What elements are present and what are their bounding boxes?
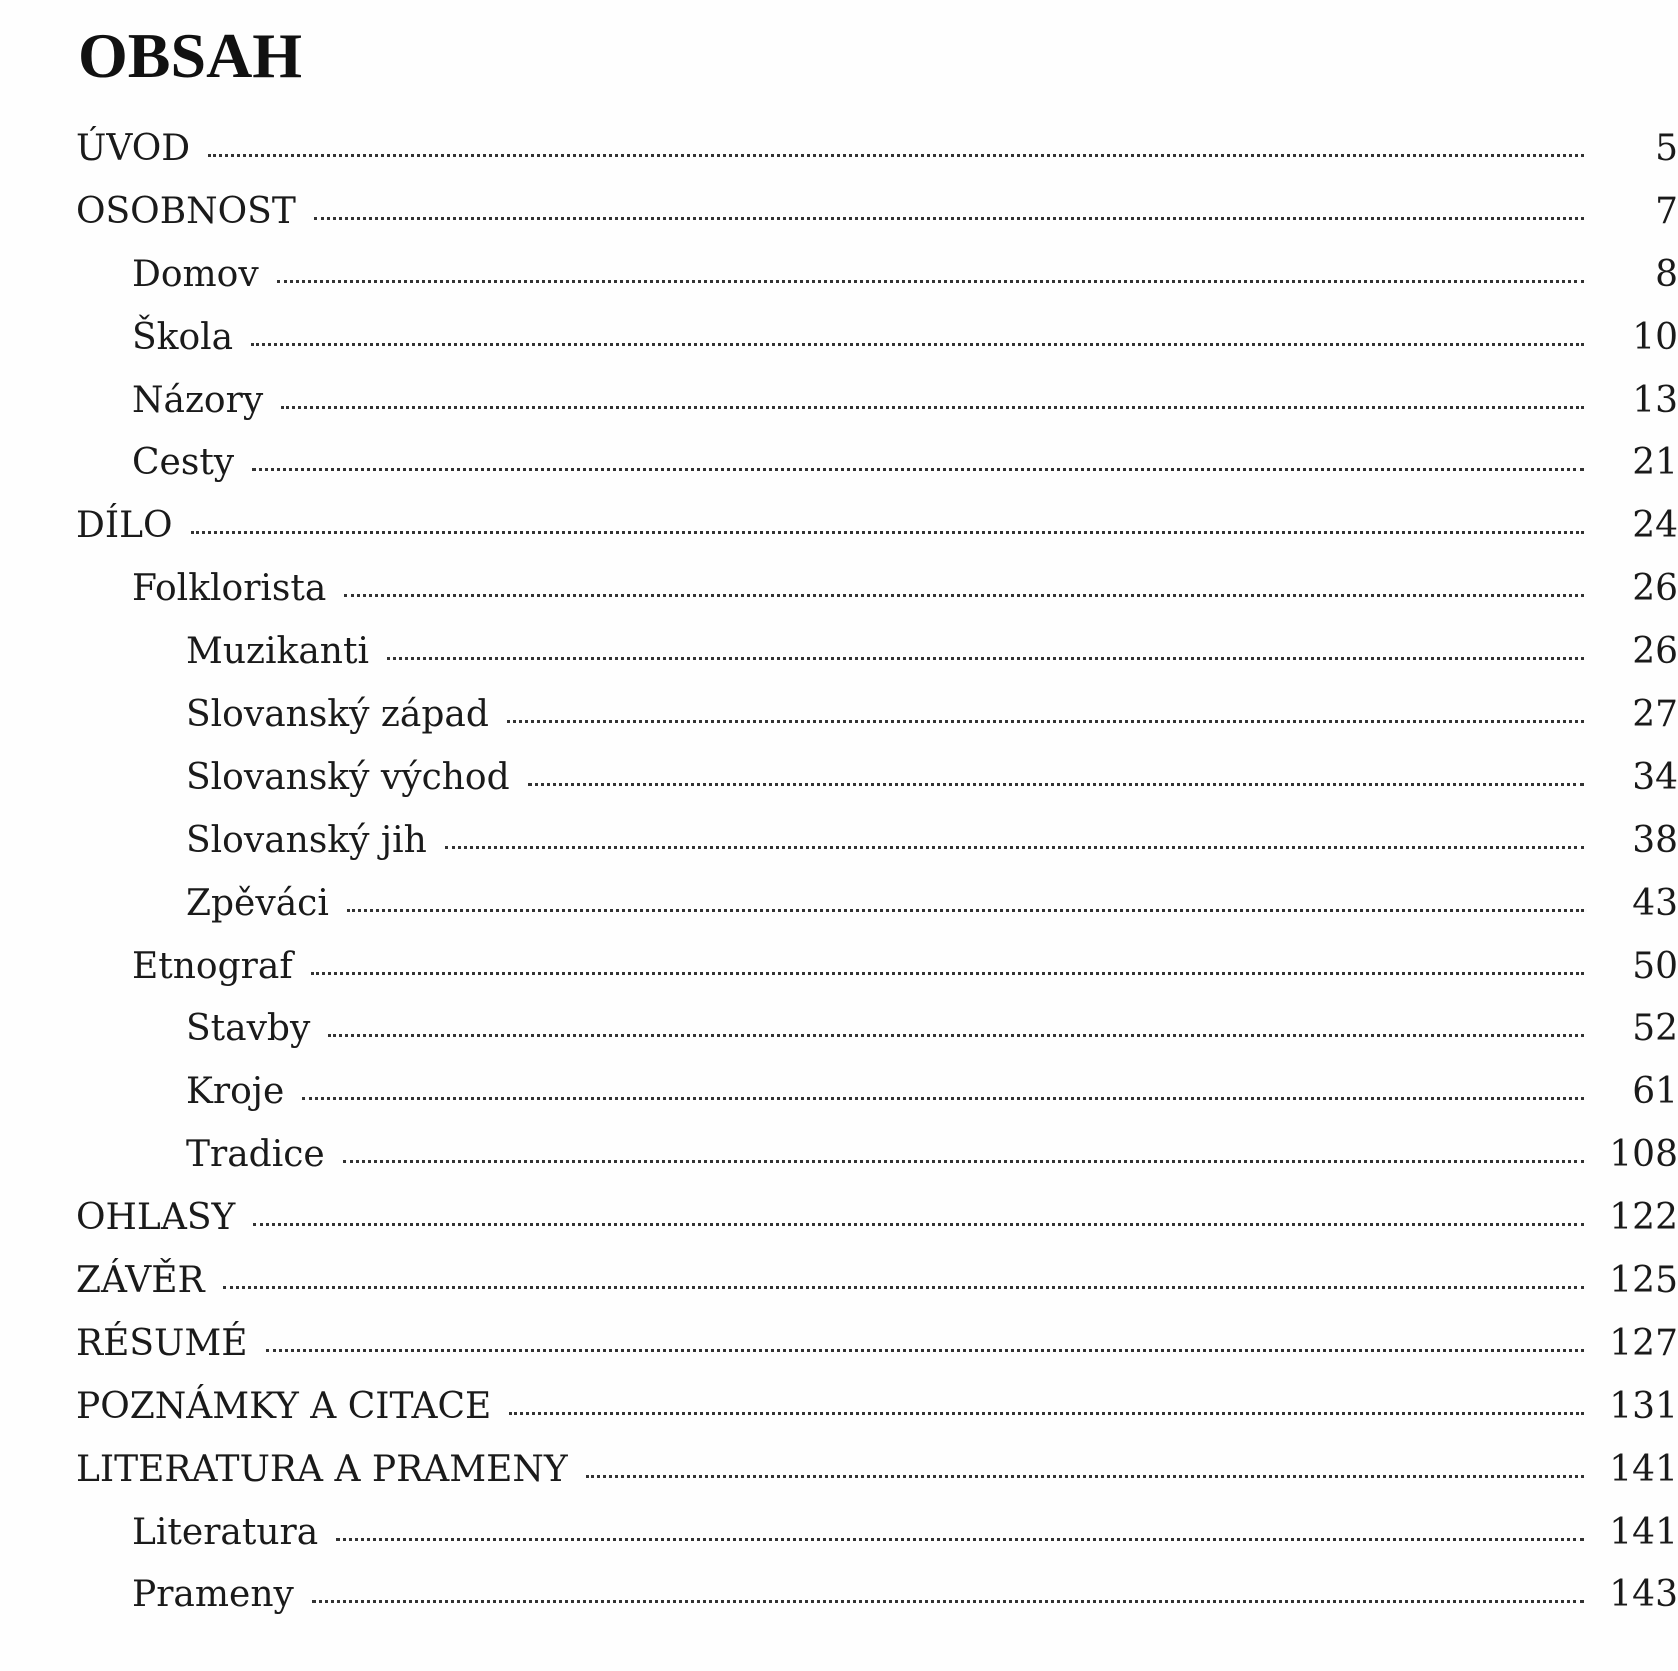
toc-entry-page-number: 21	[1632, 442, 1678, 484]
dot-leader	[253, 1223, 1584, 1226]
dot-leader	[251, 343, 1584, 346]
dot-leader	[343, 1160, 1584, 1163]
toc-entry-label: Tradice	[186, 1134, 325, 1176]
page-title: OBSAH	[78, 20, 303, 91]
toc-entry	[0, 1260, 1678, 1323]
toc-entry	[0, 1071, 1678, 1134]
toc-entry	[0, 1386, 1678, 1449]
toc-entry-page-number: 143	[1609, 1574, 1678, 1616]
toc-entry-page-number: 13	[1632, 379, 1678, 421]
toc-entry	[0, 128, 1678, 191]
table-of-contents	[0, 128, 1678, 1637]
toc-entry-label: Slovanský jih	[186, 819, 427, 861]
toc-entry-page-number: 127	[1609, 1322, 1678, 1364]
toc-entry-label: Domov	[132, 253, 259, 295]
dot-leader	[277, 280, 1584, 283]
toc-entry	[0, 1134, 1678, 1197]
toc-entry-label: ÚVOD	[76, 128, 191, 169]
toc-entry-label: Literatura	[132, 1511, 319, 1553]
toc-entry-page-number: 52	[1632, 1008, 1678, 1050]
toc-entry-label: OHLASY	[76, 1197, 236, 1239]
dot-leader	[314, 217, 1584, 220]
toc-entry-label: ZÁVĚR	[76, 1260, 205, 1302]
toc-entry-label: Škola	[132, 316, 234, 358]
toc-entry	[0, 568, 1678, 631]
dot-leader	[336, 1538, 1584, 1541]
toc-entry	[0, 505, 1678, 568]
toc-entry-page-number: 43	[1632, 882, 1678, 924]
dot-leader	[586, 1475, 1584, 1478]
dot-leader	[312, 1600, 1584, 1603]
dot-leader	[191, 531, 1584, 534]
dot-leader	[445, 846, 1584, 849]
dot-leader	[347, 909, 1584, 912]
toc-entry	[0, 442, 1678, 505]
toc-entry-page-number: 27	[1632, 694, 1678, 736]
toc-entry-label: Etnograf	[132, 945, 293, 987]
dot-leader	[223, 1286, 1584, 1289]
toc-entry	[0, 820, 1678, 883]
toc-entry	[0, 380, 1678, 443]
toc-entry-label: Stavby	[186, 1008, 311, 1050]
toc-entry-label: Zpěváci	[186, 882, 329, 924]
dot-leader	[281, 406, 1584, 409]
toc-entry	[0, 317, 1678, 380]
toc-entry-label: Folklorista	[132, 568, 327, 610]
toc-entry	[0, 1008, 1678, 1071]
toc-entry-label: POZNÁMKY A CITACE	[76, 1385, 492, 1427]
toc-entry-page-number: 122	[1609, 1197, 1678, 1239]
toc-entry-label: DÍLO	[76, 505, 173, 547]
toc-entry-page-number: 34	[1632, 756, 1678, 798]
toc-entry-page-number: 26	[1632, 568, 1678, 610]
toc-entry	[0, 946, 1678, 1009]
toc-entry-label: Názory	[132, 379, 264, 421]
toc-entry-page-number: 141	[1609, 1511, 1678, 1553]
toc-entry-label: Slovanský východ	[186, 756, 510, 798]
toc-entry-label: Slovanský západ	[186, 694, 489, 736]
toc-entry-page-number: 26	[1632, 631, 1678, 673]
toc-entry	[0, 757, 1678, 820]
toc-entry	[0, 694, 1678, 757]
dot-leader	[311, 972, 1584, 975]
toc-entry-page-number: 10	[1632, 316, 1678, 358]
dot-leader	[528, 783, 1584, 786]
dot-leader	[387, 657, 1584, 660]
toc-entry-label: Cesty	[132, 442, 235, 484]
dot-leader	[252, 468, 1584, 471]
toc-entry-label: Kroje	[186, 1071, 285, 1113]
dot-leader	[302, 1097, 1584, 1100]
toc-entry-page-number: 131	[1609, 1385, 1678, 1427]
toc-entry	[0, 1574, 1678, 1637]
dot-leader	[344, 594, 1584, 597]
toc-entry-page-number: 24	[1632, 505, 1678, 547]
toc-entry-label: LITERATURA A PRAMENY	[76, 1448, 568, 1490]
toc-entry-page-number: 5	[1655, 128, 1678, 169]
toc-entry-label: OSOBNOST	[76, 190, 296, 232]
toc-entry	[0, 1197, 1678, 1260]
toc-entry-page-number: 125	[1609, 1260, 1678, 1302]
toc-entry-page-number: 50	[1632, 945, 1678, 987]
toc-entry	[0, 1323, 1678, 1386]
toc-entry-label: RÉSUMÉ	[76, 1322, 248, 1364]
toc-entry-page-number: 141	[1609, 1448, 1678, 1490]
toc-entry-page-number: 108	[1609, 1134, 1678, 1176]
toc-entry-page-number: 61	[1632, 1071, 1678, 1113]
dot-leader	[509, 1412, 1584, 1415]
toc-entry	[0, 254, 1678, 317]
toc-entry	[0, 631, 1678, 694]
toc-entry	[0, 883, 1678, 946]
toc-entry-page-number: 8	[1655, 253, 1678, 295]
toc-entry-page-number: 7	[1655, 190, 1678, 232]
toc-entry-label: Prameny	[132, 1574, 294, 1616]
toc-entry-label: Muzikanti	[186, 631, 369, 673]
dot-leader	[266, 1349, 1584, 1352]
toc-entry-page-number: 38	[1632, 819, 1678, 861]
toc-entry	[0, 191, 1678, 254]
dot-leader	[208, 154, 1584, 157]
dot-leader	[328, 1034, 1584, 1037]
toc-entry	[0, 1449, 1678, 1512]
toc-entry	[0, 1512, 1678, 1575]
dot-leader	[507, 720, 1584, 723]
